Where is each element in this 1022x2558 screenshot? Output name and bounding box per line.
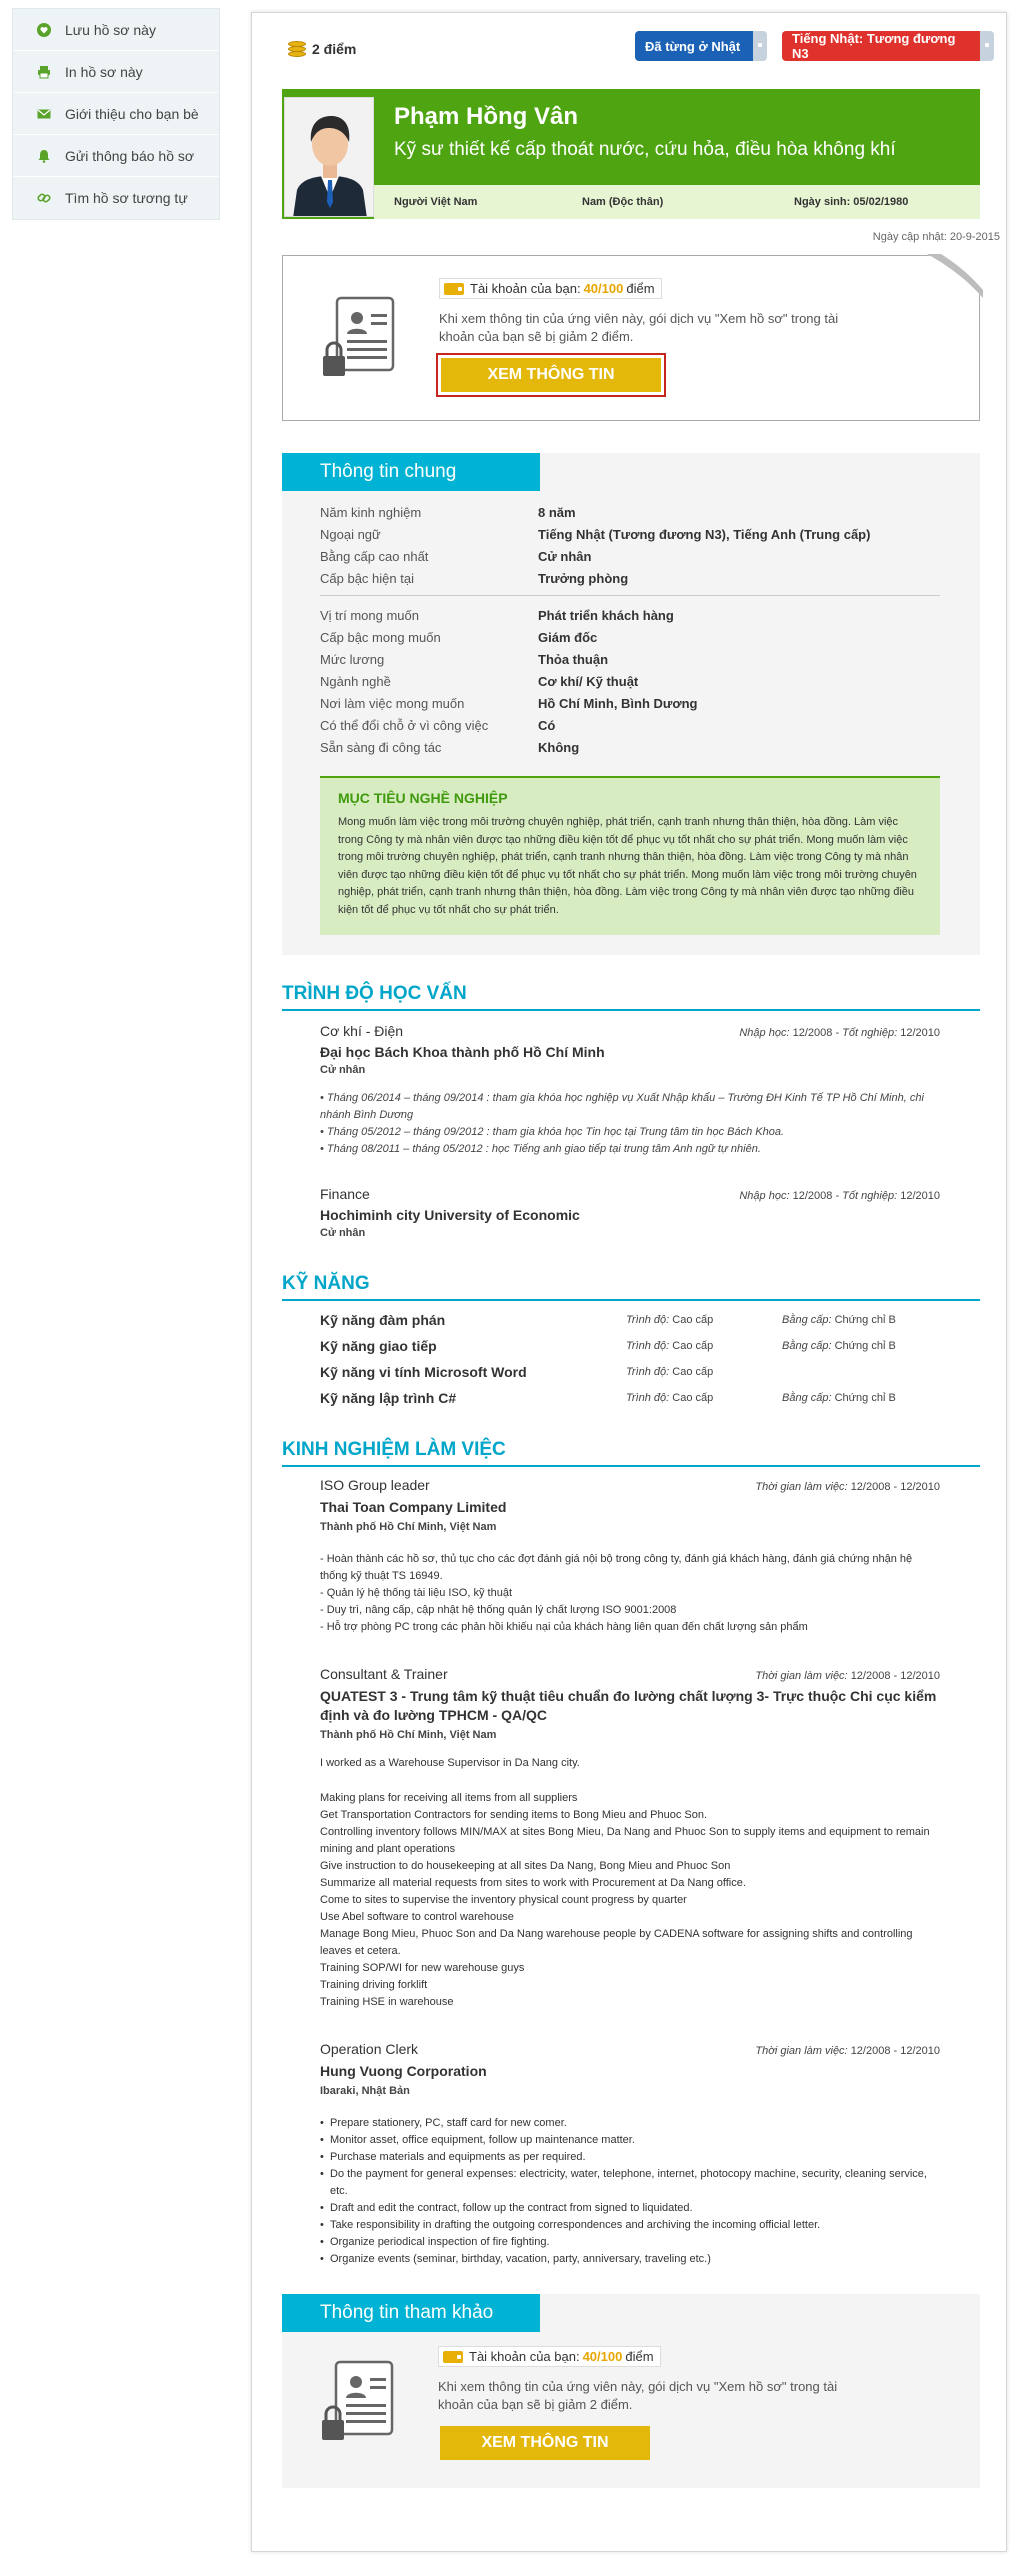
experience-duty: Use Abel software to control warehouse	[320, 1911, 514, 1923]
info-row	[320, 626, 940, 648]
general-info-section	[282, 453, 980, 955]
nationality: Người Việt Nam	[394, 196, 478, 208]
experience-duty: Come to sites to supervise the inventory physical count progress by quarter	[320, 1894, 687, 1906]
education-date: 12/2008	[792, 1027, 833, 1039]
gender: Nam (Độc thân)	[582, 196, 664, 208]
education-date-label: Nhập học:	[739, 1190, 790, 1202]
skill-cert-label: Bằng cấp:	[782, 1314, 832, 1326]
info-label: Cấp bậc mong muốn	[320, 629, 441, 645]
info-label: Có thể đổi chỗ ở vì công việc	[320, 717, 489, 733]
sidebar-item-save-profile[interactable]	[13, 9, 219, 51]
divider	[320, 595, 940, 596]
info-table-desired	[320, 604, 940, 758]
info-value: Cử nhân	[538, 548, 592, 564]
sidebar-item-label: In hồ sơ này	[65, 63, 143, 80]
experience-duty: - Hỗ trợ phòng PC trong các phản hồi khiếu nại của khách hàng liên quan đến chất lượng sản phẩm	[320, 1621, 808, 1633]
sidebar-item-find-similar[interactable]	[13, 177, 219, 219]
reference-locked-box	[282, 2332, 980, 2502]
education-degree: Cử nhân	[320, 1227, 366, 1239]
info-row	[320, 736, 940, 758]
info-row	[320, 523, 940, 545]
skill-name: Kỹ năng vi tính Microsoft Word	[320, 1364, 527, 1380]
locked-description: Khi xem thông tin của ứng viên này, gói dịch vụ "Xem hồ sơ" trong tài khoản của bạn sẽ bị giảm 2 điểm.	[439, 311, 839, 344]
skill-cert-value: Chứng chỉ B	[834, 1392, 896, 1404]
experience-time-label: Thời gian làm việc:	[755, 1670, 848, 1682]
bell-icon	[37, 149, 51, 163]
experience-duty: • Take responsibility in drafting the outgoing correspondences and archiving the incoming official letter.	[320, 2217, 940, 2234]
sidebar-item-label: Tìm hồ sơ tương tự	[65, 190, 188, 206]
skill-name: Kỹ năng giao tiếp	[320, 1338, 437, 1354]
sidebar-item-notify-profile[interactable]	[13, 135, 219, 177]
account-balance: Tài khoản của bạn: 40/100 điểm	[438, 2346, 661, 2367]
education-header	[320, 1186, 940, 1202]
experience-time	[755, 1481, 940, 1493]
experience-duties	[320, 1551, 940, 1636]
skill-cert	[782, 1392, 896, 1404]
skill-level-label: Trình độ:	[626, 1366, 670, 1378]
sidebar-item-print-profile[interactable]	[13, 51, 219, 93]
badge-label: Tiếng Nhật: Tương đương N3	[792, 31, 956, 61]
skill-cert-value: Chứng chỉ B	[834, 1340, 896, 1352]
info-value: Có	[538, 717, 556, 733]
info-label: Năm kinh nghiệm	[320, 504, 422, 520]
experience-duty: • Draft and edit the contract, follow up the contract from signed to liquidated.	[320, 2200, 940, 2217]
skills-title: KỸ NĂNG	[282, 1273, 980, 1301]
badge-japanese-level	[782, 31, 980, 61]
info-label: Ngoại ngữ	[320, 526, 381, 542]
skill-cert-value: Chứng chỉ B	[834, 1314, 896, 1326]
info-value: Thỏa thuận	[538, 651, 609, 667]
info-row	[320, 604, 940, 626]
info-value: Phát triển khách hàng	[538, 607, 674, 623]
education-note: • Tháng 08/2011 – tháng 05/2012 : học Tiếng anh giao tiếp tại trung tâm Anh ngữ tự nhiên.	[320, 1143, 761, 1155]
career-objective-text: Mong muốn làm việc trong môi trường chuyên nghiệp, phát triển, cạnh tranh nhưng thân thiện, hòa đồng. Làm việc trong Công ty mà nhân viên được tạo những điều kiện tốt để phục vụ tốt nhất cho sự phát triển. Mong muốn làm việc trong môi trường chuyên nghiệp, phát triển, cạnh tranh nhưng thân thiện, hòa đồng. Làm việc trong Công ty mà nhân viên được tạo những điều kiện tốt để phục vụ tốt nhất cho sự phát triển. Mong muốn làm việc trong môi trường chuyên nghiệp, phát triển, cạnh tranh nhưng thân thiện, hòa đồng. Làm việc trong Công ty mà nhân viên được tạo những điều kiện tốt để phục vụ tốt nhất cho sự phát triển.	[338, 816, 917, 916]
education-date: 12/2008	[792, 1190, 833, 1202]
skill-cert	[782, 1340, 896, 1352]
education-entry	[320, 1186, 940, 1239]
education-major: Cơ khí - Điện	[320, 1023, 404, 1039]
coin-icon	[288, 41, 306, 57]
experience-company: QUATEST 3 - Trung tâm kỹ thuật tiêu chuẩn đo lường chất lượng 3- Trực thuộc Chi cục kiểm định và đo lường TPHCM - QA/QC	[320, 1688, 937, 1723]
info-label: Cấp bậc hiện tại	[320, 570, 414, 586]
skill-cert	[782, 1314, 896, 1326]
info-label: Mức lương	[320, 651, 385, 667]
heart-icon	[37, 23, 51, 37]
education-date-label: Tốt nghiệp:	[842, 1190, 898, 1202]
experience-duty: Manage Bong Mieu, Phuoc Son and Da Nang warehouse people by CADENA software for assigning shifts and controlling leaves et cetera.	[320, 1928, 913, 1957]
experience-time	[755, 2045, 940, 2057]
skill-row	[320, 1333, 940, 1359]
skill-level-label: Trình độ:	[626, 1392, 670, 1404]
printer-icon	[37, 65, 51, 79]
skill-level	[626, 1340, 782, 1352]
candidate-meta-bar	[374, 185, 980, 219]
account-balance: Tài khoản của bạn: 40/100 điểm	[439, 278, 662, 299]
info-label: Sẵn sàng đi công tác	[320, 739, 442, 755]
link-icon	[37, 191, 51, 205]
experience-header	[320, 2041, 940, 2057]
info-label: Bằng cấp cao nhất	[320, 548, 429, 564]
skill-level-value: Cao cấp	[672, 1314, 714, 1326]
profile-top-row	[282, 13, 980, 89]
experience-duty: - Hoàn thành các hồ sơ, thủ tục cho các đợt đánh giá nội bộ trong công ty, đánh giá khách hàng, đánh giá chứng nhận hệ thống kỹ thuật TS 16949.	[320, 1553, 913, 1582]
sidebar	[12, 8, 220, 220]
experience-duty: • Organize periodical inspection of fire fighting.	[320, 2234, 940, 2251]
career-objective-title: MỤC TIÊU NGHỀ NGHIỆP	[338, 790, 508, 806]
experience-duty: Controlling inventory follows MIN/MAX at sites Bong Mieu, Da Nang and Phuoc Son to supply items and equipment to remain mining and plant operations	[320, 1826, 930, 1855]
profile-header	[282, 89, 980, 219]
education-list	[282, 1023, 980, 1239]
info-value: 8 năm	[538, 504, 576, 520]
experience-entry	[320, 1666, 940, 2011]
education-date: 12/2010	[900, 1027, 940, 1039]
info-row	[320, 714, 940, 736]
experience-location: Thành phố Hồ Chí Minh, Việt Nam	[320, 1729, 497, 1741]
education-notes	[320, 1090, 940, 1158]
candidate-job-title: Kỹ sư thiết kế cấp thoát nước, cứu hỏa, điều hòa không khí	[394, 139, 896, 160]
experience-duty: Give instruction to do housekeeping at all sites Da Nang, Bong Mieu and Phuoc Son	[320, 1860, 731, 1872]
experience-entry	[320, 2041, 940, 2268]
education-note: • Tháng 06/2014 – tháng 09/2014 : tham gia khóa học nghiệp vụ Xuất Nhập khẩu – Trường ĐH Kinh Tế TP Hồ Chí Minh, chi nhánh Bình Dương	[320, 1092, 924, 1121]
experience-position: ISO Group leader	[320, 1477, 430, 1493]
updated-date: Ngày cập nhật: 20-9-2015	[872, 231, 1000, 243]
view-info-button[interactable]: XEM THÔNG TIN	[440, 2426, 650, 2460]
experience-entry	[320, 1477, 940, 1636]
envelope-icon	[37, 107, 51, 121]
experience-position: Consultant & Trainer	[320, 1666, 448, 1682]
sidebar-item-label: Lưu hồ sơ này	[65, 21, 156, 38]
info-value: Trưởng phòng	[538, 570, 629, 586]
profile-panel	[251, 12, 1007, 2552]
info-label: Nơi làm việc mong muốn	[320, 695, 465, 711]
skill-level-label: Trình độ:	[626, 1314, 670, 1326]
info-row	[320, 648, 940, 670]
page-curl-icon	[927, 254, 983, 298]
account-points: 40/100	[583, 281, 624, 296]
locked-profile-icon	[321, 296, 397, 382]
education-major: Finance	[320, 1186, 370, 1202]
info-row	[320, 670, 940, 692]
experience-company: Thai Toan Company Limited	[320, 1499, 507, 1515]
points-value: 2 điểm	[312, 41, 357, 57]
experience-duty: • Organize events (seminar, birthday, vacation, party, anniversary, traveling etc.)	[320, 2251, 940, 2268]
info-value: Tiếng Nhật (Tương đương N3), Tiếng Anh (Trung cấp)	[538, 526, 871, 542]
experience-time-label: Thời gian làm việc:	[755, 1481, 848, 1493]
skill-cert-label: Bằng cấp:	[782, 1392, 832, 1404]
experience-intro: I worked as a Warehouse Supervisor in Da Nang city.	[320, 1757, 580, 1769]
experience-location: Thành phố Hồ Chí Minh, Việt Nam	[320, 1521, 497, 1533]
experience-duty: Training HSE in warehouse	[320, 1996, 454, 2008]
experience-duty: • Prepare stationery, PC, staff card for new comer.	[320, 2115, 940, 2132]
skill-level-value: Cao cấp	[672, 1340, 714, 1352]
skill-level-value: Cao cấp	[672, 1366, 714, 1378]
experience-time-value: 12/2008 - 12/2010	[850, 2045, 940, 2057]
reference-title: Thông tin tham khảo	[282, 2294, 540, 2332]
experience-title: KINH NGHIỆM LÀM VIỆC	[282, 1439, 980, 1467]
birthday: Ngày sinh: 05/02/1980	[794, 196, 909, 208]
experience-duty: - Quản lý hệ thống tài liệu ISO, kỹ thuật	[320, 1587, 512, 1599]
view-info-button[interactable]: XEM THÔNG TIN	[441, 358, 661, 392]
general-info-title: Thông tin chung	[282, 453, 540, 491]
skill-level	[626, 1392, 782, 1404]
account-points: 40/100	[582, 2349, 623, 2364]
education-school: Hochiminh city University of Economic	[320, 1207, 580, 1223]
sidebar-item-refer-friend[interactable]	[13, 93, 219, 135]
experience-duties	[320, 2115, 940, 2268]
experience-duty: Get Transportation Contractors for sending items to Bong Mieu and Phuoc Son.	[320, 1809, 708, 1821]
experience-position: Operation Clerk	[320, 2041, 419, 2057]
skill-level-label: Trình độ:	[626, 1340, 670, 1352]
experience-location: Ibaraki, Nhật Bản	[320, 2085, 410, 2097]
sidebar-item-label: Gửi thông báo hồ sơ	[65, 147, 195, 164]
sidebar-item-label: Giới thiệu cho bạn bè	[65, 105, 199, 122]
wallet-icon	[443, 2351, 463, 2363]
education-degree: Cử nhân	[320, 1064, 366, 1076]
experience-header	[320, 1666, 940, 1682]
skill-level-value: Cao cấp	[672, 1392, 714, 1404]
info-table-primary	[320, 501, 940, 589]
info-row	[320, 692, 940, 714]
reference-section	[282, 2294, 980, 2488]
info-value: Không	[538, 739, 580, 755]
info-row	[320, 567, 940, 589]
experience-duties	[320, 1790, 940, 2011]
career-objective	[320, 776, 940, 935]
skill-row	[320, 1385, 940, 1411]
education-date: 12/2010	[900, 1190, 940, 1202]
experience-duty: Making plans for receiving all items from all suppliers	[320, 1792, 578, 1804]
skill-name: Kỹ năng lập trình C#	[320, 1390, 457, 1406]
skill-cert-label: Bằng cấp:	[782, 1340, 832, 1352]
info-value: Cơ khí/ Kỹ thuật	[538, 673, 639, 689]
skill-row	[320, 1307, 940, 1333]
education-date-label: Nhập học:	[739, 1027, 790, 1039]
skill-level	[626, 1366, 782, 1378]
education-note: • Tháng 05/2012 – tháng 09/2012 : tham gia khóa học Tin học tại Trung tâm tin học Bách Khoa.	[320, 1126, 785, 1138]
locked-info-box	[282, 255, 980, 421]
experience-duty: Summarize all material requests from sites to work with Procurement at Da Nang office.	[320, 1877, 746, 1889]
info-value: Hồ Chí Minh, Bình Dương	[538, 695, 698, 711]
info-label: Vị trí mong muốn	[320, 607, 419, 623]
candidate-name: Phạm Hồng Vân	[394, 103, 579, 130]
education-entry	[320, 1023, 940, 1158]
education-dates: Nhập học: 12/2008 - Tốt nghiệp: 12/2010	[739, 1190, 940, 1202]
info-row	[320, 501, 940, 523]
skill-level	[626, 1314, 782, 1326]
info-row	[320, 545, 940, 567]
info-label: Ngành nghề	[320, 673, 391, 689]
experience-time-value: 12/2008 - 12/2010	[850, 1670, 940, 1682]
experience-duty: - Duy trì, nâng cấp, cập nhật hệ thống quản lý chất lượng ISO 9001:2008	[320, 1604, 677, 1616]
education-dates: Nhập học: 12/2008 - Tốt nghiệp: 12/2010	[739, 1027, 940, 1039]
skill-name: Kỹ năng đàm phán	[320, 1312, 446, 1328]
wallet-icon	[444, 283, 464, 295]
experience-time	[755, 1670, 940, 1682]
education-title: TRÌNH ĐỘ HỌC VẤN	[282, 983, 980, 1011]
education-header	[320, 1023, 940, 1039]
locked-profile-icon	[320, 2360, 396, 2446]
locked-description: Khi xem thông tin của ứng viên này, gói dịch vụ "Xem hồ sơ" trong tài khoản của bạn sẽ bị giảm 2 điểm.	[438, 2379, 838, 2412]
badge-label: Đã từng ở Nhật	[645, 38, 741, 54]
education-school: Đại học Bách Khoa thành phố Hồ Chí Minh	[320, 1044, 605, 1060]
experience-time-label: Thời gian làm việc:	[755, 2045, 848, 2057]
experience-list	[282, 1477, 980, 2268]
experience-duty: • Purchase materials and equipments as per required.	[320, 2149, 940, 2166]
experience-duty: Training driving forklift	[320, 1979, 428, 1991]
avatar	[284, 97, 374, 217]
badge-lived-in-japan	[635, 31, 753, 61]
experience-time-value: 12/2008 - 12/2010	[850, 1481, 940, 1493]
experience-header	[320, 1477, 940, 1493]
education-date-label: Tốt nghiệp:	[842, 1027, 898, 1039]
skills-list	[320, 1307, 940, 1411]
experience-company: Hung Vuong Corporation	[320, 2063, 487, 2079]
experience-duty: • Monitor asset, office equipment, follow up maintenance matter.	[320, 2132, 940, 2149]
info-value: Giám đốc	[538, 629, 598, 645]
experience-duty: Training SOP/WI for new warehouse guys	[320, 1962, 525, 1974]
skill-row	[320, 1359, 940, 1385]
points-display	[288, 41, 356, 57]
experience-duty: • Do the payment for general expenses: electricity, water, telephone, internet, photocopy machine, security, cleaning service, etc.	[320, 2166, 940, 2200]
